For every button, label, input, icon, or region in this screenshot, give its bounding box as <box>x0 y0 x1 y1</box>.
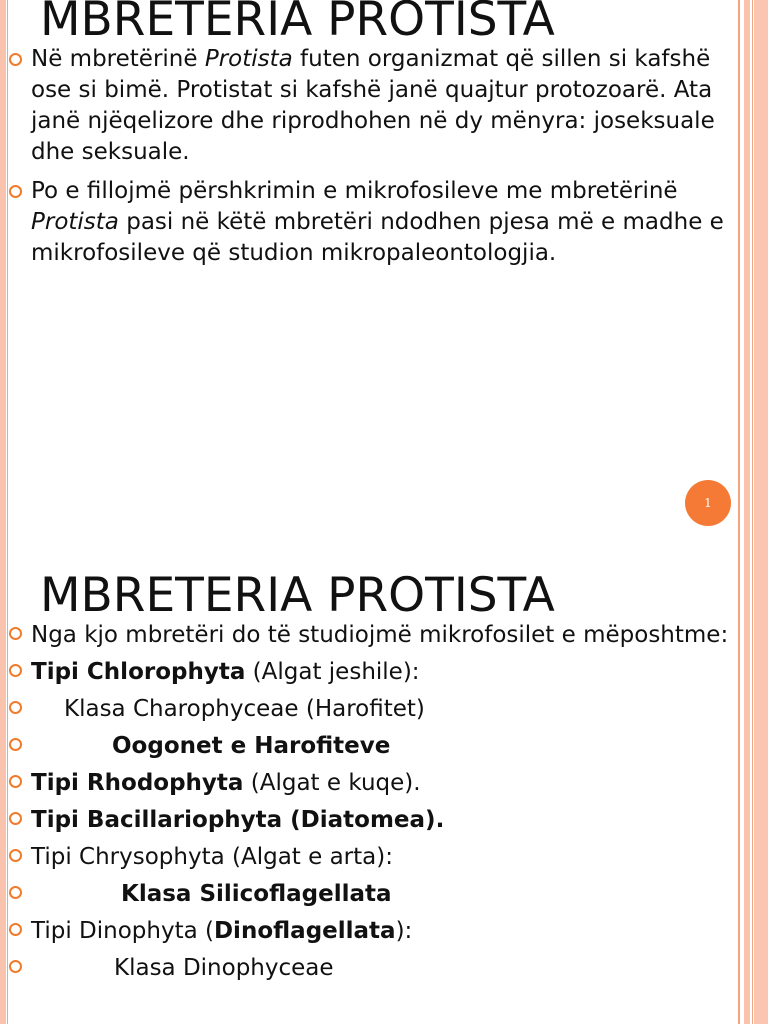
bullet-circle-icon <box>9 627 22 640</box>
bullet-item <box>0 176 768 269</box>
bullet-item <box>0 694 768 724</box>
bullet-text-run: Po e fillojmë përshkrimin e mikrofosileve me mbretërinë <box>31 178 678 204</box>
bullet-text-run: Nga kjo mbretëri do të studiojmë mikrofosilet e mëposhtme: <box>31 622 729 648</box>
bullet-text-run: Protista <box>204 46 293 72</box>
page-number-badge: 1 <box>685 480 731 526</box>
bullet-item <box>0 953 768 983</box>
bullet-circle-icon <box>9 664 22 677</box>
bullet-text <box>112 733 390 759</box>
bullet-list <box>0 44 768 277</box>
bullet-text-run: (Algat e kuqe). <box>243 770 421 796</box>
bullet-text-run: pasi në këtë mbretëri ndodhen pjesa më e madhe e mikrofosileve që studion mikropaleontologjia. <box>31 209 724 266</box>
bullet-item <box>0 768 768 798</box>
bullet-text <box>31 659 420 685</box>
bullet-text-run: Klasa Dinophyceae <box>114 955 334 981</box>
bullet-item <box>0 731 768 761</box>
bullet-text-run: Tipi Dinophyta ( <box>31 918 214 944</box>
bullet-text <box>31 807 444 833</box>
bullet-text <box>31 178 724 266</box>
bullet-text-run: Klasa Silicoflagellata <box>121 881 392 907</box>
bullet-text-run: Në mbretërinë <box>31 46 205 72</box>
bullet-text-run: futen organizmat që sillen si kafshë ose si bimë. Protistat si kafshë janë quajtur protozoarë. Ata janë njëqelizore dhe riprodhohen në dy mënyra: joseksuale dhe seksuale. <box>31 46 715 165</box>
bullet-text-run: ): <box>395 918 413 944</box>
bullet-text-run: Tipi Chrysophyta (Algat e arta): <box>31 844 393 870</box>
bullet-circle-icon <box>9 185 22 198</box>
bullet-circle-icon <box>9 53 22 66</box>
bullet-item <box>0 657 768 687</box>
bullet-text-run: Tipi Chlorophyta <box>31 659 246 685</box>
bullet-text-run: Tipi Rhodophyta <box>31 770 244 796</box>
bullet-circle-icon <box>9 775 22 788</box>
bullet-item <box>0 44 768 168</box>
bullet-text <box>31 622 728 648</box>
slide-2 <box>0 560 768 1024</box>
bullet-item <box>0 879 768 909</box>
bullet-circle-icon <box>9 923 22 936</box>
bullet-text-run: Oogonet e Harofiteve <box>112 733 391 759</box>
bullet-text-run: (Algat jeshile): <box>245 659 420 685</box>
bullet-circle-icon <box>9 960 22 973</box>
bullet-list <box>0 620 768 990</box>
bullet-text <box>64 696 425 722</box>
slide-title: MBRETERIA PROTISTA <box>40 0 555 47</box>
bullet-item <box>0 842 768 872</box>
slide-title: MBRETERIA PROTISTA <box>40 568 555 623</box>
bullet-text-run: Protista <box>31 209 119 235</box>
bullet-circle-icon <box>9 738 22 751</box>
bullet-item <box>0 620 768 650</box>
bullet-circle-icon <box>9 849 22 862</box>
bullet-text <box>31 46 715 165</box>
bullet-text-run: Klasa Charophyceae (Harofitet) <box>64 696 425 722</box>
bullet-text <box>121 881 392 907</box>
bullet-circle-icon <box>9 701 22 714</box>
bullet-text <box>31 844 393 870</box>
bullet-text-run: Tipi Bacillariophyta (Diatomea). <box>31 807 445 833</box>
bullet-circle-icon <box>9 812 22 825</box>
bullet-text <box>31 770 421 796</box>
bullet-text-run: Dinoflagellata <box>213 918 396 944</box>
bullet-item <box>0 916 768 946</box>
bullet-item <box>0 805 768 835</box>
bullet-text <box>114 955 334 981</box>
bullet-text <box>31 918 412 944</box>
bullet-circle-icon <box>9 886 22 899</box>
